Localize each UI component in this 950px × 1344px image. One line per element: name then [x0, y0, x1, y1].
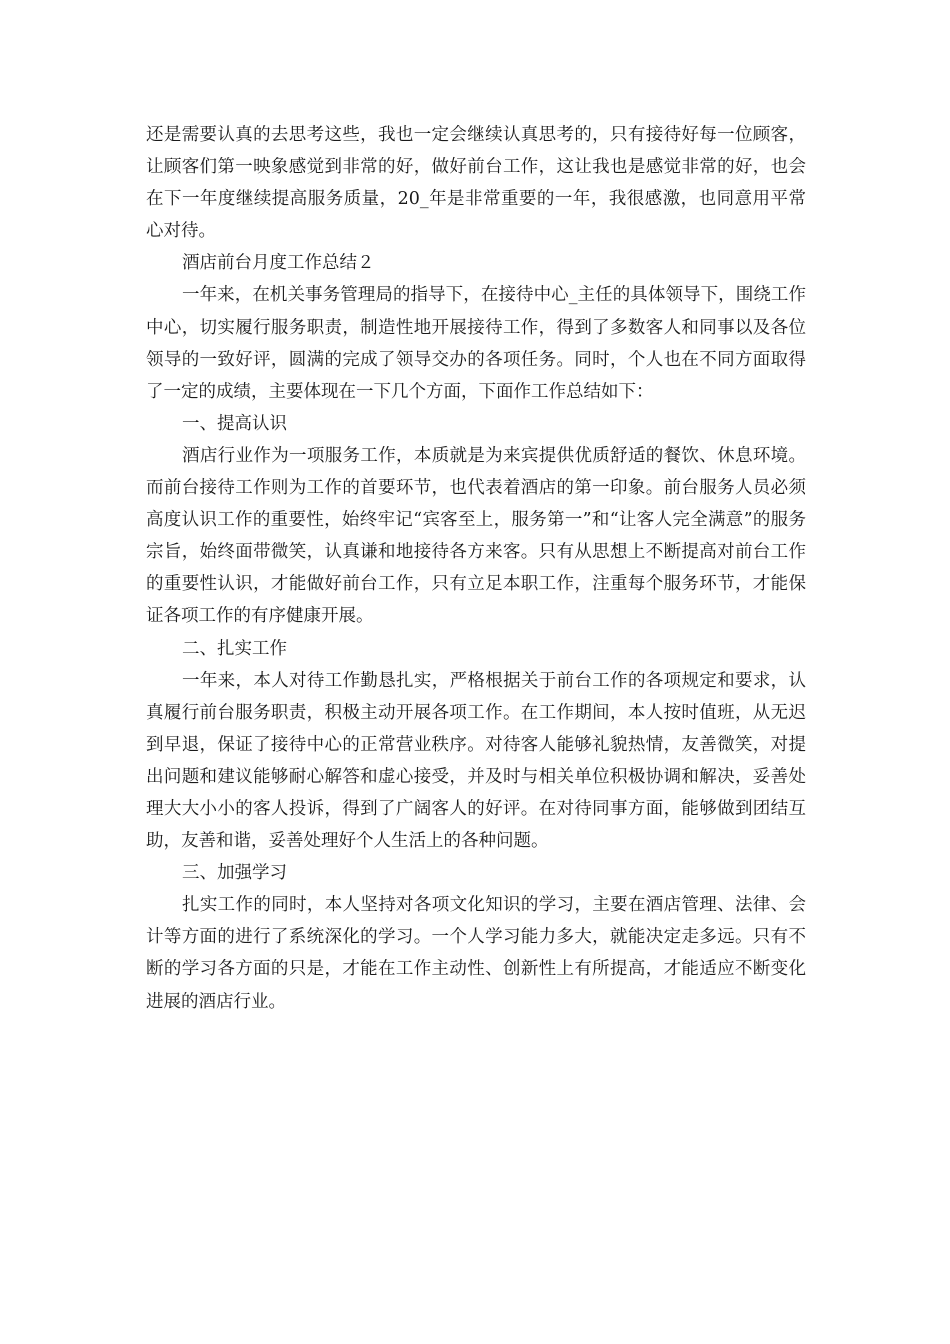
document-body [146, 119, 806, 1018]
section-heading: 二、扎实工作 [182, 638, 287, 659]
section-title: 酒店前台月度工作总结２ [182, 253, 375, 274]
body-paragraph: 扎实工作的同时，本人坚持对各项文化知识的学习，主要在酒店管理、法律、会计等方面的进行了系统深化的学习。一个人学习能力多大，就能决定走多远。只有不断的学习各方面的只是，才能在工作主动性、创新性上有所提高，才能适应不断变化进展的酒店行业。 [146, 895, 806, 1012]
body-paragraph: 酒店行业作为一项服务工作，本质就是为来宾提供优质舒适的餐饮、休息环境。而前台接待工作则为工作的首要环节，也代表着酒店的第一印象。前台服务人员必须高度认识工作的重要性，始终牢记“宾客至上，服务第一”和“让客人完全满意”的服务宗旨，始终面带微笑，认真谦和地接待各方来客。只有从思想上不断提高对前台工作的重要性认识，才能做好前台工作，只有立足本职工作，注重每个服务环节，才能保证各项工作的有序健康开展。 [146, 445, 806, 627]
section-heading: 三、加强学习 [182, 863, 287, 884]
body-paragraph: 还是需要认真的去思考这些，我也一定会继续认真思考的，只有接待好每一位顾客，让顾客们第一映象感觉到非常的好，做好前台工作，这让我也是感觉非常的好，也会在下一年度继续提高服务质量，20_年是非常重要的一年，我很感激，也同意用平常心对待。 [146, 125, 806, 242]
section-heading: 一、提高认识 [182, 413, 287, 434]
body-paragraph: 一年来，本人对待工作勤恳扎实，严格根据关于前台工作的各项规定和要求，认真履行前台服务职责，积极主动开展各项工作。在工作期间，本人按时值班，从无迟到早退，保证了接待中心的正常营业秩序。对待客人能够礼貌热情，友善微笑，对提出问题和建议能够耐心解答和虚心接受，并及时与相关单位积极协调和解决，妥善处理大大小小的客人投诉，得到了广阔客人的好评。在对待同事方面，能够做到团结互助，友善和谐，妥善处理好个人生活上的各种问题。 [146, 670, 806, 852]
body-paragraph: 一年来，在机关事务管理局的指导下，在接待中心_主任的具体领导下，围绕工作中心，切实履行服务职责，制造性地开展接待工作，得到了多数客人和同事以及各位领导的一致好评，圆满的完成了领导交办的各项任务。同时，个人也在不同方面取得了一定的成绩，主要体现在一下几个方面，下面作工作总结如下： [146, 285, 806, 402]
